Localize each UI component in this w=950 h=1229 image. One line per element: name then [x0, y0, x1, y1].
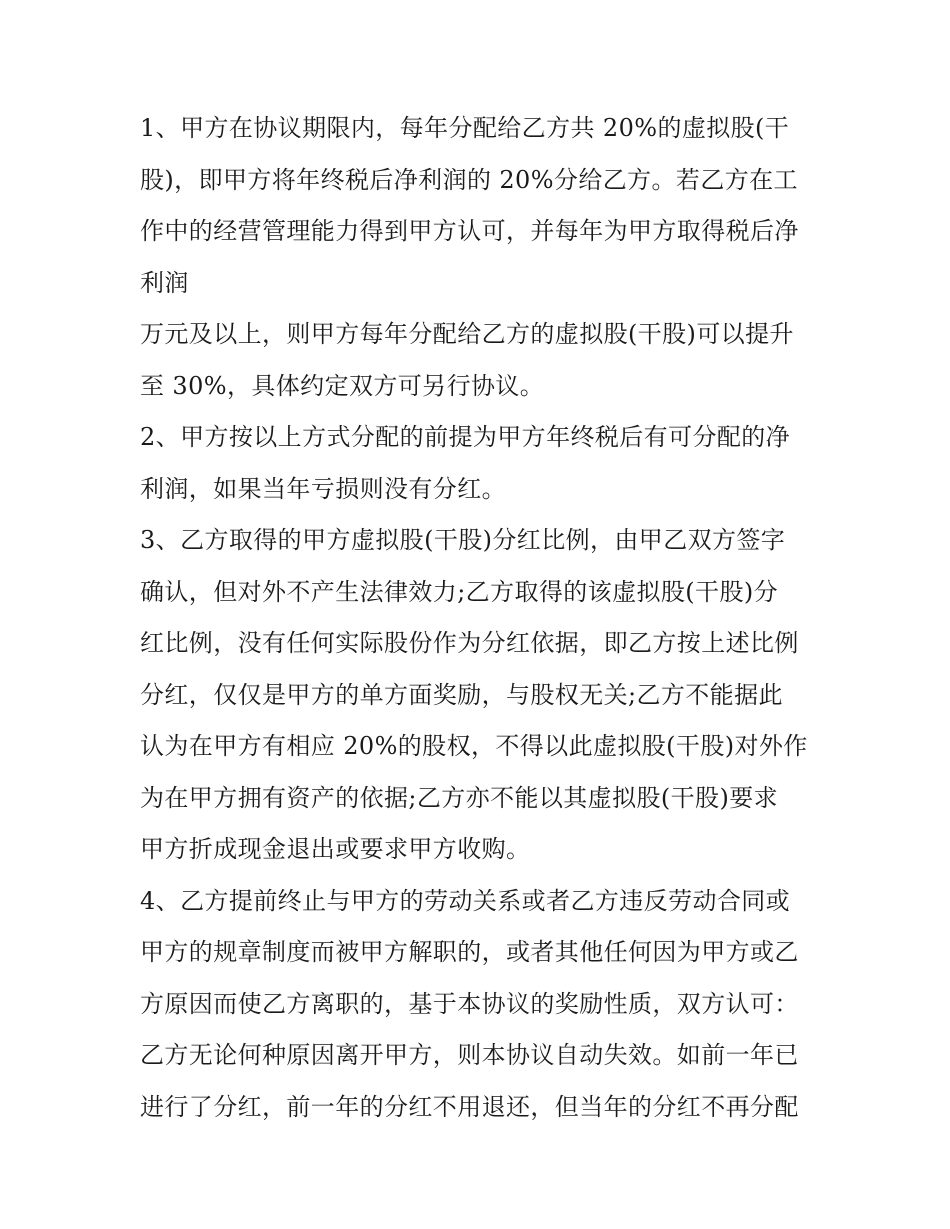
text-line: 万元及以上，则甲方每年分配给乙方的虚拟股(干股)可以提升 — [140, 320, 794, 348]
text-line: 乙方无论何种原因离开甲方，则本协议自动失效。如前一年已 — [140, 1041, 799, 1069]
text-line: 红比例，没有任何实际股份作为分红依据，即乙方按上述比例 — [140, 629, 799, 657]
text-line: 利润，如果当年亏损则没有分红。 — [140, 474, 506, 503]
text-line: 甲方折成现金退出或要求甲方收购。 — [140, 835, 531, 863]
text-line: 分红，仅仅是甲方的单方面奖励，与股权无关;乙方不能据此 — [140, 680, 783, 709]
text-line: 4、乙方提前终止与甲方的劳动关系或者乙方违反劳动合同或 — [140, 886, 791, 915]
text-line: 3、乙方取得的甲方虚拟股(干股)分红比例，由甲乙双方签字 — [140, 526, 786, 554]
text-line: 利润 — [140, 268, 189, 297]
text-line: 方原因而使乙方离职的，基于本协议的奖励性质，双方认可： — [140, 989, 799, 1018]
text-line: 确认，但对外不产生法律效力;乙方取得的该虚拟股(干股)分 — [140, 577, 779, 606]
text-line: 甲方的规章制度而被甲方解职的，或者其他任何因为甲方或乙 — [140, 938, 799, 966]
text-line: 作中的经营管理能力得到甲方认可，并每年为甲方取得税后净 — [140, 217, 799, 245]
text-line: 为在甲方拥有资产的依据;乙方亦不能以其虚拟股(干股)要求 — [140, 783, 779, 812]
text-line: 股)，即甲方将年终税后净利润的 20%分给乙方。若乙方在工 — [140, 165, 798, 194]
text-line: 至 30%，具体约定双方可另行协议。 — [140, 371, 545, 400]
text-line: 认为在甲方有相应 20%的股权，不得以此虚拟股(干股)对外作 — [140, 732, 808, 760]
text-line: 1、甲方在协议期限内，每年分配给乙方共 20%的虚拟股(干 — [140, 114, 790, 142]
text-line: 进行了分红，前一年的分红不用退还，但当年的分红不再分配 — [140, 1092, 799, 1121]
text-line: 2、甲方按以上方式分配的前提为甲方年终税后有可分配的净 — [140, 423, 791, 451]
document-body — [140, 103, 830, 1133]
